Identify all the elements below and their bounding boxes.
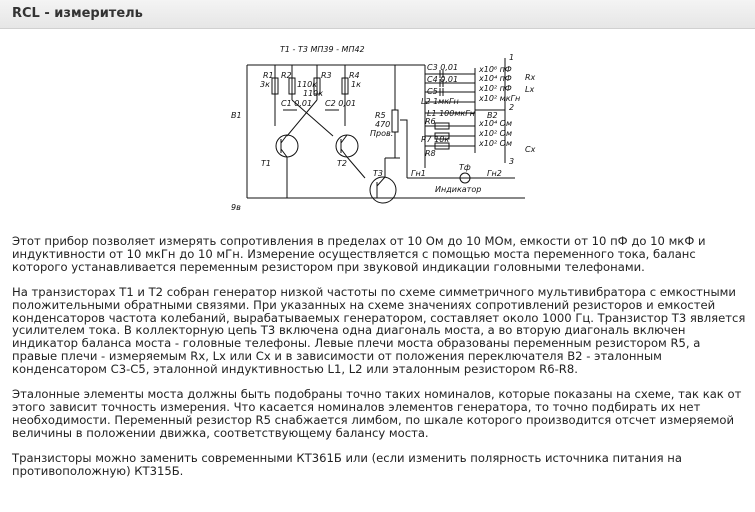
- label-r2: R2: [281, 71, 292, 80]
- label-l2-range: x10² мкГн: [479, 94, 521, 103]
- label-r7: R7 10к: [421, 135, 450, 144]
- label-9v: 9в: [231, 203, 241, 212]
- label-r8-range: x10² Ом: [479, 139, 512, 148]
- label-terminal-3: 3: [509, 157, 515, 166]
- label-tf: Тф: [459, 163, 471, 172]
- label-b2: B2: [487, 111, 498, 120]
- label-r7-range: x10² Ом: [479, 129, 512, 138]
- label-c4: C4 0,01: [427, 75, 459, 84]
- label-terminal-2: 2: [509, 103, 515, 112]
- label-c1: C1 0,01: [281, 99, 313, 108]
- label-terminal-1: 1: [509, 53, 515, 62]
- circuit-schematic: [225, 38, 545, 218]
- label-t1: T1: [261, 159, 271, 168]
- label-r1-value: 3к: [260, 80, 270, 89]
- label-r5-value: 470: [375, 120, 391, 129]
- article-paragraph-3: Эталонные элементы моста должны быть подобраны точно таких номиналов, которые показаны на схеме, так как от этого зависит точность измерения. Что касается номиналов элементов генератора, то точно подбирать их нет необходимости. Переменный резистор R5 снабжается лимбом, по шкале которого производится отсчет измеряемой величины в положении движка, соответствующему балансу моста.: [12, 387, 742, 440]
- label-l1: L1 100мкГн: [427, 109, 475, 118]
- label-rx: Rx: [525, 73, 536, 82]
- label-r3: R3: [321, 71, 332, 80]
- label-r5-type: Пров.: [370, 129, 394, 138]
- article-paragraph-4: Транзисторы можно заменить современными КТ361Б или (если изменить полярность источника питания на противоположную) КТ315Б.: [12, 450, 682, 478]
- label-lx: Lx: [525, 85, 535, 94]
- page-header: [0, 0, 755, 29]
- label-c3: C3 0,01: [427, 63, 459, 72]
- label-b1: B1: [231, 111, 242, 120]
- label-c3-range: x10⁶ пФ: [479, 65, 512, 74]
- label-r6: R6: [425, 117, 436, 126]
- label-gn1: Гн1: [411, 169, 426, 178]
- page-title: RCL - измеритель: [12, 6, 143, 21]
- label-c5-range: x10² пФ: [479, 84, 512, 93]
- label-r2-value: 110к: [297, 80, 318, 89]
- label-r4: R4: [349, 71, 360, 80]
- label-c4-range: x10⁴ пФ: [479, 74, 512, 83]
- label-r8: R8: [425, 149, 436, 158]
- label-cx: Cx: [525, 145, 536, 154]
- schematic-title: T1 - T3 МП39 - МП42: [280, 45, 365, 54]
- article-paragraph-2: На транзисторах Т1 и Т2 собран генератор низкой частоты по схеме симметричного мультивибратора с емкостными положительными обратными связями. При указанных на схеме значениях сопротивлений резисторов и емкостей конденсаторов частота колебаний, вырабатываемых генератором, составляет около 1000 Гц. Транзистор Т3 является усилителем тока. В коллекторную цепь Т3 включена одна диагональ моста, а во вторую диагональ включен индикатор баланса моста - головные телефоны. Левые плечи моста образованы переменным резистором R5, а правые плечи - измеряемым Rx, Lx или Cx и в зависимости от положения переключателя В2 - эталонным конденсатором С3-С5, эталонной индуктивностью L1, L2 или эталонным резистором R6-R8.: [12, 284, 746, 377]
- label-l2: L2 1мкГн: [421, 97, 459, 106]
- label-r6-range: x10⁴ Ом: [479, 119, 512, 128]
- label-t3: T3: [373, 169, 383, 178]
- label-r4-value: 1к: [351, 80, 361, 89]
- label-c2: C2 0,01: [325, 99, 357, 108]
- article-body: [12, 235, 747, 478]
- label-r3-value: 110к: [303, 89, 324, 98]
- schematic-drawing: [225, 38, 545, 218]
- article-paragraph-1: Этот прибор позволяет измерять сопротивления в пределах от 10 Ом до 10 МОм, емкости от 10 пФ до 10 мкФ и индуктивности от 10 мкГн до 10 мГн. Измерение осуществляется с помощью моста переменного тока, баланс которого устанавливается переменным резистором при звуковой индикации головными телефонами.: [12, 234, 706, 274]
- label-indicator: Индикатор: [435, 185, 482, 194]
- label-r5: R5: [375, 111, 386, 120]
- label-r1: R1: [263, 71, 274, 80]
- label-c5: C5: [427, 87, 438, 96]
- label-gn2: Гн2: [487, 169, 502, 178]
- label-t2: T2: [337, 159, 347, 168]
